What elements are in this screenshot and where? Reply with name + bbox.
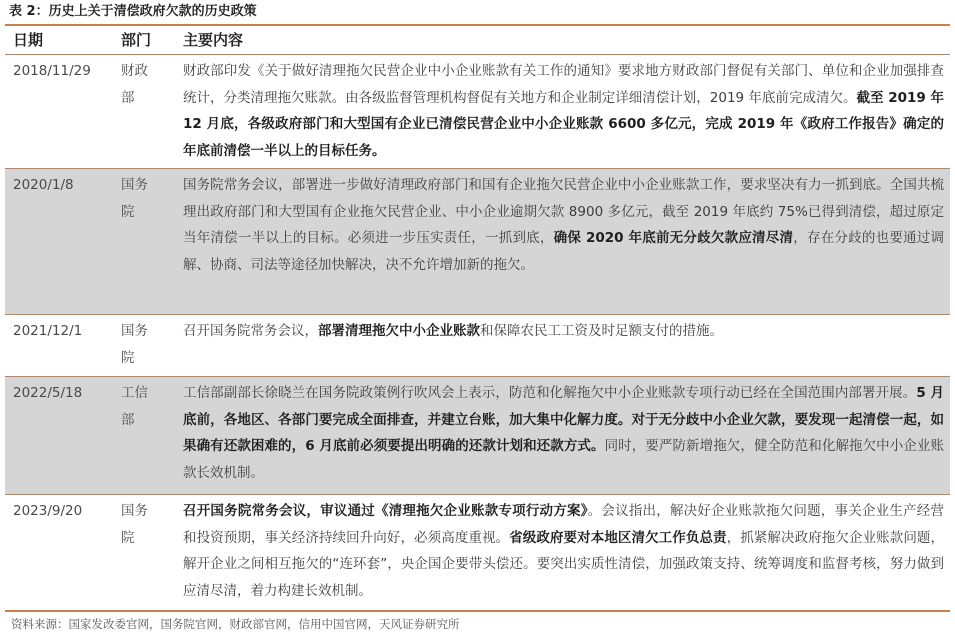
table-row	[5, 169, 950, 315]
content-text: 财政部印发《关于做好清理拖欠民营企业中小企业账款有关工作的通知》要求地方财政部门督促有关部门、单位和企业加强排查统计，分类清理拖欠账款。由各级监督管理机构督促有关地方和企业制定详细清偿计划，2019 年底前完成清欠。	[183, 63, 944, 106]
content-bold-text: 部署清理拖欠中小企业账款	[318, 323, 480, 339]
policy-table-document	[5, 0, 950, 636]
row-content	[183, 58, 950, 168]
content-bold-text: 召开国务院常务会议，审议通过《清理拖欠企业账款专项行动方案》	[183, 503, 588, 519]
content-text: 同时，要严防新增拖欠，健全防范和化解拖欠中小企业账款长效机制。	[183, 438, 945, 481]
row-content	[183, 172, 950, 314]
row-date: 2021/12/1	[13, 323, 83, 339]
row-dept: 国务 院	[121, 177, 148, 220]
table-row	[5, 495, 950, 611]
header-dept: 部门	[121, 31, 152, 49]
content-text: 召开国务院常务会议，	[183, 323, 318, 339]
content-bold-text: 省级政府要对本地区清欠工作负总责	[509, 529, 727, 546]
row-content	[183, 498, 950, 610]
source-note: 资料来源：国家发改委官网，国务院官网，财政部官网，信用中国官网，天风证券研究所	[5, 611, 950, 636]
row-date: 2020/1/8	[13, 177, 74, 193]
row-dept: 国务 院	[121, 503, 148, 546]
row-content	[183, 380, 950, 494]
content-bold-text: 截至 2019 年 12 月底，各级政府部门和大型国有企业已清偿民营企业中小企业账款 6600 多亿元，完成 2019 年《政府工作报告》确定的年底前清偿一半以上的目标任务。	[183, 89, 944, 159]
table-title: 表 2：历史上关于清偿政府欠款的历史政策	[5, 0, 950, 26]
header-date: 日期	[13, 31, 44, 49]
row-date: 2022/5/18	[13, 385, 83, 401]
table-header	[5, 26, 950, 55]
content-bold-text: 确保 2020 年底前无分歧欠款应清尽清	[553, 230, 794, 246]
content-text: 。会议指出，解决好企业账款拖欠问题，事关企业生产经营和投资预期，事关经济持续回升向好，必须高度重视。	[183, 503, 945, 546]
table-row	[5, 315, 950, 377]
table-body	[5, 55, 950, 611]
content-text: 工信部副部长徐晓兰在国务院政策例行吹风会上表示，防范和化解拖欠中小企业账款专项行动已经在全国范围内部署开展。	[183, 385, 917, 401]
content-text: 国务院常务会议，部署进一步做好清理政府部门和国有企业拖欠民营企业中小企业账款工作，要求坚决有力一抓到底。全国共梳理出政府部门和大型国有企业拖欠民营企业、中小企业逾期欠款 8900 多亿元，截至 2019 年底约 75%已得到清偿，超过原定当年清偿一半以上的目标。必须进一步压实责任，一抓到底，	[183, 177, 944, 246]
content-text: ，存在分歧的也要通过调解、协商、司法等途径加快解决，决不允许增加新的拖欠。	[183, 230, 945, 273]
table-row	[5, 55, 950, 169]
row-date: 2023/9/20	[13, 503, 83, 519]
header-content: 主要内容	[183, 31, 244, 49]
content-bold-text: 5 月底前，各地区、各部门要完成全面排查，并建立台账，加大集中化解力度。对于无分歧中小企业欠款，要发现一起清偿一起，如果确有还款困难的，6 月底前必须要提出明确的还款计划和还款方式。	[183, 385, 945, 454]
row-dept: 工信 部	[121, 385, 148, 428]
row-dept: 财政 部	[121, 63, 148, 106]
row-content	[183, 318, 950, 376]
table-row	[5, 377, 950, 495]
row-dept: 国务 院	[121, 323, 148, 366]
content-text: 和保障农民工工资及时足额支付的措施。	[480, 323, 723, 339]
row-date: 2018/11/29	[13, 63, 91, 79]
content-text: ，抓紧解决政府拖欠企业账款问题，解开企业之间相互拖欠的“连环套”，央企国企要带头偿还。要突出实质性清偿，加强政策支持、统筹调度和监督考核，努力做到应清尽清，着力构建长效机制。	[183, 529, 945, 599]
